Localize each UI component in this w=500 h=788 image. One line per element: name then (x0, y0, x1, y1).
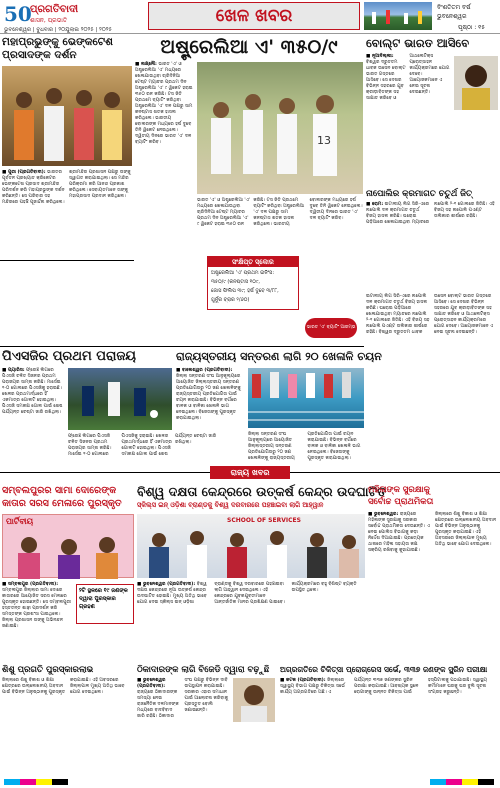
story-dateline: ■ ପୁରୀ (ପ୍ରଗତିବାଦୀ): (2, 170, 46, 175)
stadium-photo-icon (364, 2, 432, 30)
story-venkatesh (2, 36, 132, 258)
headline: ଶିଶୁ ପ୍ରଗତି ପୁରସ୍କାରଲାଭ (2, 665, 94, 675)
portrait-photo (233, 678, 275, 722)
story-bolt (366, 36, 498, 186)
headline: ଅଷ୍ଟ୍ରେଲିଆ ଏ' ୩୫୦/୯ (160, 36, 338, 58)
headline-line2: ସର୍ବୋଚ୍ଚ ପ୍ରାଥମିକତା (368, 497, 434, 507)
story-text: ସମ୍ବଲପୁର ଜିଲ୍ଲାର ସାମା ଦୋରେ କାତାରରେ ଆୟୋଜିତ ସରସ ମେଳାରେ ପୁରସ୍କୃତ ହୋଇଛନ୍ତି। ସେ ସମ୍ବଲପୁରୀ ହସ୍ତତନ୍ତ ଶାଢ଼ୀ ପ୍ରଦର୍ଶନ କରି ସମସ୍ତଙ୍କ ପ୍ରଶଂସା ପାଇଥିଲେ। ଜିଲ୍ଲା ପ୍ରଶାସନ ତାଙ୍କୁ ଅଭିନନ୍ଦନ ଜଣାଇଛି। (2, 588, 72, 629)
story-dateline: ■ ପ୍ୟାରିସ: (2, 368, 25, 373)
scoreboard-line: ୩୫୦/୯ (କନଷ୍ଟାସ ୧୦୯, (211, 279, 260, 285)
black-swatch (478, 779, 494, 785)
cyan-swatch (430, 779, 446, 785)
story-body (176, 368, 244, 462)
subhead: ସ୍କିଲ୍ସ ଇନ୍ ଓଡ଼ିଶା ବ୍ରାଣ୍ଡକୁ ବିଶ୍ୱ ଦରବାରରେ ପହଞ୍ଚାଇବା ଲାଗି ଆହ୍ୱାନ (137, 501, 324, 509)
edition-city: ଭୁବନେଶ୍ୱର (437, 13, 467, 20)
story-text: ରାଜ୍ୟରେ ମହିଳାଙ୍କ ସୁରକ୍ଷାକୁ ସରକାର ସର୍ବୋଚ୍ଚ ପ୍ରାଥମିକତା ଦେଉଛନ୍ତି। ଏ ନେଇ ପୋଲିସ ବିଭାଗକୁ କଡ଼ା ନିର୍ଦ୍ଦେଶ ଦିଆଯାଇଛି। ପ୍ରତ୍ୟେକ ଥାନାରେ ମହିଳା ସହାୟତା କକ୍ଷ ସକ୍ରିୟ ରଖିବାକୁ କୁହାଯାଇଛି। (368, 512, 430, 553)
edition-year: ବିଂଶତିତମ ବର୍ଷ (437, 4, 471, 11)
story-health (280, 664, 498, 776)
scoreboard-line: ଅଷ୍ଟ୍ରେଲିଆ 'ଏ' ପ୍ରଥମ ଇନିଂସ: (211, 270, 274, 276)
story-text: ଭାରତର ପୂର୍ବତନ ପ୍ରଖ୍ୟାତ କ୍ରିକେଟର ଭେଙ୍କଟେଶ ପ୍ରସାଦ ଶ୍ରୀମନ୍ଦିର ପରିଦର୍ଶନ କରି ମହାପ୍ରଭୁଙ୍କ ଦର୍ଶନ କରିଛନ୍ତି। ସେ ପରିବାର ସହ ମନ୍ଦିରରେ ପହଞ୍ଚି ପୂଜାର୍ଚ୍ଚନା କରିଥିଲେ। ଶ୍ରୀମନ୍ଦିର ପ୍ରଶାସନ ପକ୍ଷରୁ ତାଙ୍କୁ ସ୍ୱାଗତ କରାଯାଇଥିଲା। ସେ ମନ୍ଦିର ପରିକ୍ରମା କରି ଆନନ୍ଦ ପ୍ରକାଶ କରିଥିଲେ। ସେବାୟତମାନେ ତାଙ୍କୁ ମହାପ୍ରସାଦ ପ୍ରଦାନ କରିଥିଲେ। (2, 170, 131, 205)
story-dateline: ■ ନୂଆଦିଲ୍ଲୀ: (366, 54, 394, 59)
masthead (0, 0, 500, 34)
headline: ବିଶ୍ୱ ଦକ୍ଷତା କେନ୍ଦ୍ରରେ ଉତ୍କର୍ଷ କେନ୍ଦ୍ର ଉଦଘାଟିତ (137, 484, 387, 499)
india-badge (305, 318, 357, 338)
section-title: ଖେଳ ଖବର (148, 2, 360, 30)
scoreboard (207, 256, 299, 310)
story-women-safety (368, 484, 498, 662)
magenta-swatch (446, 779, 462, 785)
headline: ପିଏସଜିର ପ୍ରଥମ ପରାଜୟ (2, 349, 137, 364)
poster-title: ପାର୍ଟିବୀୟ (6, 517, 34, 526)
headline: ନାପୋଲିର କ୍ରମାଗତ ଚତୁର୍ଥ ଜିତ୍ (366, 189, 473, 199)
masthead-dateline: ଭୁବନେଶ୍ୱର | ବୁଧବାର | ୨୦ଯୁଲାଇ ୨୦୨୫ | ୨୦୨୫ (4, 27, 112, 33)
headline-line2: ପ୍ରସାଦଙ୍କ ଦର୍ଶନ (2, 49, 77, 61)
story-photo (248, 368, 364, 428)
story-body (137, 582, 365, 660)
masthead-photo (364, 2, 432, 30)
headline: ମହାପ୍ରଭୁଙ୍କୁ ଭେଙ୍କଟେଶ (2, 36, 113, 48)
section-strip: ରାଜ୍ୟ ଖବର (210, 466, 290, 479)
headline: ବୋଲ୍ଟ ଭାରତ ଆସିବେ (366, 36, 470, 50)
divider (0, 346, 364, 347)
story-text: ଜିଲ୍ଲାରେ ସ୍ୱାସ୍ଥ୍ୟ ବିଭାଗ ପକ୍ଷରୁ ଚିକିତ୍ସା ସର୍ଭେ କାର୍ଯ୍ୟ ଅଗ୍ରଗତିରେ ଅଛି। ଏ ପର୍ଯ୍ୟନ୍ତ ୩୩୭ ଜଣଙ୍କର ସ୍କ୍ରିନ ପରୀକ୍ଷା କରାଯାଇଛି। ଆବଶ୍ୟକ ସ୍ଥଳେ ରୋଗୀଙ୍କୁ ଉନ୍ନତ ଚିକିତ୍ସା ପାଇଁ ହସ୍ପିଟାଲକୁ ପଠାଯାଉଛି। ସ୍ୱାସ୍ଥ୍ୟ କର୍ମୀମାନେ ଘରକୁ ଘର ବୁଲି ସୂଚନା ସଂଗ୍ରହ କରୁଛନ୍ତି। (280, 678, 487, 695)
story-swimming (176, 348, 382, 464)
story-photo (68, 368, 172, 430)
story-text: ଭାରତ 'ଏ' ଓ ଅଷ୍ଟ୍ରେଲିଆ 'ଏ' ମଧ୍ୟରେ ଖେଳାଯାଉଥିବା ଚାରିଦିନିଆ ଟେଷ୍ଟ ମ୍ୟାଚର ପ୍ରଥମ ଦିନ ଅଷ୍ଟ୍ରେଲିଆ 'ଏ' ୯ ୱିକେଟ ହରାଇ ୩୫୦ ରନ କରିଛି। ଟସ ଜିତି ପ୍ରଥମେ ବ୍ୟାଟିଂ କରିଥିବା ଅଷ୍ଟ୍ରେଲିଆ 'ଏ' ଦଳ ପକ୍ଷରୁ ସାମ କନଷ୍ଟାସ ଶତକ ହାସଲ କରିଥିଲେ। ଭାରତୀୟ ବୋଲରଙ୍କ ମଧ୍ୟରେ ହର୍ଷ ଦୁବେ ତିନି ୱିକେଟ ନେଇଥିଲେ। ଦ୍ୱିତୀୟ ଦିନରେ ଭାରତ 'ଏ' ଦଳ ବ୍ୟାଟିଂ କରିବ। (135, 62, 193, 145)
story-dateline: ■ ବାଲେଶ୍ୱର (ପ୍ରଗତିବାଦୀ): (176, 368, 233, 373)
story-body (366, 294, 498, 462)
right-column-continuation (366, 294, 498, 464)
story-text: ବିଶ୍ୱ ଦକ୍ଷତା କେନ୍ଦ୍ରରେ ନୂଆ ଉତ୍କର୍ଷ କେନ୍ଦ୍ର ଉଦଘାଟିତ ହୋଇଛି। ମୁଖ୍ୟ ଅତିଥି ଭାବେ ଯୋଗ ଦେଇ ସ୍କିଲ୍ସ ଇନ୍ ଓଡ଼ିଶା ବ୍ରାଣ୍ଡକୁ ବିଶ୍ୱ ଦରବାରରେ ପହଞ୍ଚାଇବା ଲାଗି ଆହ୍ୱାନ ଦେଇଥିଲେ। ଏହି କେନ୍ଦ୍ରରେ ଯୁବକଯୁବତୀମାନେ ଆନ୍ତର୍ଜାତିକ ମାନର ପ୍ରଶିକ୍ଷଣ ପାଇବେ। କାର୍ଯ୍ୟକ୍ରମରେ ବହୁ ବିଶିଷ୍ଟ ବ୍ୟକ୍ତି ଉପସ୍ଥିତ ଥିଲେ। (137, 582, 357, 605)
scoreboard-line: ଜୋସ ଫିଲିପ ୩୯; ହର୍ଷ ଦୁବେ ୩/୮୮, (211, 288, 279, 294)
story-body (2, 170, 132, 256)
story-text: ଇଟାଲୀୟ ଲିଗ ସିରି-ଏରେ ନାପୋଲି ଦଳ କ୍ରମାଗତ ଚତୁର୍ଥ ବିଜୟ ହାସଲ କରିଛି। ଘରୋଇ ପଡ଼ିଆରେ ଖେଳାଯାଇଥିବା ମ୍ୟାଚରେ ନାପୋଲି ୨-୧ ଗୋଲରେ ଜିତିଛି। ଏହି ବିଜୟ ସହ ନାପୋଲି ପଏଣ୍ଟ ତାଲିକାର ଶୀର୍ଷରେ ରହିଛି। (366, 294, 430, 335)
headline: ଅଗ୍ରଗତିରେ ଚିକିତ୍ସା ପ୍ରୋଗ୍ରେସ ସର୍ଭେ, ୩୩୭ ଜଣଙ୍କ ସ୍କ୍ରିନ ପରୀକ୍ଷା (280, 665, 488, 674)
black-swatch (52, 779, 68, 785)
story-text: ଫ୍ରେଞ୍ଚ ଲିଗରେ ପିଏସଜି ଚଳିତ ସିଜନର ପ୍ରଥମ ପରାଜୟର ସାମ୍ନା କରିଛି। ମାର୍ସେଇ ୧-୦ ଗୋଲରେ ପିଏସଜିକୁ ହରାଇଛି। ଖେଳର ପ୍ରଥମାର୍ଦ୍ଧରେ ହିଁ ଏକମାତ୍ର ଗୋଲଟି ହୋଇଥିଲା। ପିଏସଜି ସମକକ୍ଷ ଗୋଲ ପାଇଁ ଶେଷ ପର୍ଯ୍ୟନ୍ତ ଚେଷ୍ଟା ଜାରି ରଖିଥିଲା। (68, 434, 217, 457)
story-photo (197, 62, 363, 194)
story-text: ଜିଲ୍ଲାରେ ଶିଶୁ ବିକାଶ ଓ ଶିକ୍ଷା କ୍ଷେତ୍ରରେ ଉଲ୍ଲେଖନୀୟ ଅବଦାନ ପାଇଁ ବିଭିନ୍ନ ଅନୁଷ୍ଠାନକୁ ପୁରସ୍କୃତ କରାଯାଇଛି। ଏହି ଅବସରରେ ଜିଲ୍ଲାପାଳ ମୁଖ୍ୟ ଅତିଥି ଭାବେ ଯୋଗ ଦେଇଥିଲେ। (2, 678, 125, 695)
story-text: ଜିଲ୍ଲାରେ ଶିଶୁ ବିକାଶ ଓ ଶିକ୍ଷା କ୍ଷେତ୍ରରେ ଉଲ୍ଲେଖନୀୟ ଅବଦାନ ପାଇଁ ବିଭିନ୍ନ ଅନୁଷ୍ଠାନକୁ ପୁରସ୍କୃତ କରାଯାଇଛି। ଏହି ଅବସରରେ ଜିଲ୍ଲାପାଳ ମୁଖ୍ୟ ଅତିଥି ଭାବେ ଯୋଗ ଦେଇଥିଲେ। (435, 512, 497, 547)
page-number: ପୃଷ୍ଠା : ୧୫ (458, 24, 485, 31)
story-body (2, 582, 72, 660)
story-text: ଭାରତ 'ଏ' ଓ ଅଷ୍ଟ୍ରେଲିଆ 'ଏ' ମଧ୍ୟରେ ଖେଳାଯାଉଥିବା ଚାରିଦିନିଆ ଟେଷ୍ଟ ମ୍ୟାଚର ପ୍ରଥମ ଦିନ ଅଷ୍ଟ୍ରେଲିଆ 'ଏ' ୯ ୱିକେଟ ହରାଇ ୩୫୦ ରନ କରିଛି। ଟସ ଜିତି ପ୍ରଥମେ ବ୍ୟାଟିଂ କରିଥିବା ଅଷ୍ଟ୍ରେଲିଆ 'ଏ' ଦଳ ପକ୍ଷରୁ ସାମ କନଷ୍ଟାସ ଶତକ ହାସଲ କରିଥିଲେ। ଭାରତୀୟ ବୋଲରଙ୍କ ମଧ୍ୟରେ ହର୍ଷ ଦୁବେ ତିନି ୱିକେଟ ନେଇଥିଲେ। ଦ୍ୱିତୀୟ ଦିନରେ ଭାରତ 'ଏ' ଦଳ ବ୍ୟାଟିଂ କରିବ। (197, 198, 363, 227)
story-body-lower (68, 434, 217, 462)
story-photo (137, 514, 365, 578)
story-text: ଇଟାଲୀୟ ଲିଗ ସିରି-ଏରେ ନାପୋଲି ଦଳ କ୍ରମାଗତ ଚତୁର୍ଥ ବିଜୟ ହାସଲ କରିଛି। ଘରୋଇ ପଡ଼ିଆରେ ଖେଳାଯାଇଥିବା ମ୍ୟାଚରେ ନାପୋଲି ୨-୧ ଗୋଲରେ ଜିତିଛି। ଏହି ବିଜୟ ସହ ନାପୋଲି ପଏଣ୍ଟ ତାଲିକାର ଶୀର୍ଷରେ ରହିଛି। (366, 202, 495, 225)
badge-text: ଭାରତ 'ଏ' ବ୍ୟାଟିଂ ଆରମ୍ଭ (306, 325, 356, 331)
story-napoli (366, 188, 498, 292)
photo-sign: SCHOOL OF SERVICES (227, 517, 301, 524)
cyan-swatch (4, 779, 20, 785)
story-body (137, 678, 229, 774)
yellow-swatch (462, 779, 478, 785)
story-dateline: ■ ଲକ୍ଷ୍ନୌ: (135, 62, 157, 67)
story-text: ବିଶ୍ୱର ଦ୍ରୁତତମ ଧାବକ ଉସେନ ବୋଲ୍ଟ ଭାରତ ଗସ୍ତରେ ଆସିବେ। ସେ ଦେଶର ବିଭିନ୍ନ ସହରରେ ଯୁବ କ୍ରୀଡ଼ାବିତଙ୍କ ସହ ସାକ୍ଷାତ କରିବେ ଓ ଆଥଲେଟିକ୍ସ ପ୍ରୋତ୍ସାହନ କାର୍ଯ୍ୟକ୍ରମରେ ଯୋଗ ଦେବେ। ଆୟୋଜକମାନେ ଏ ନେଇ ସୂଚନା ଦେଇଛନ୍ତି। (366, 54, 450, 101)
magenta-swatch (20, 779, 36, 785)
divider (0, 260, 134, 261)
story-body (135, 62, 193, 256)
story-text: ବିଶ୍ୱର ଦ୍ରୁତତମ ଧାବକ ଉସେନ ବୋଲ୍ଟ ଭାରତ ଗସ୍ତରେ ଆସିବେ। ସେ ଦେଶର ବିଭିନ୍ନ ସହରରେ ଯୁବ କ୍ରୀଡ଼ାବିତଙ୍କ ସହ ସାକ୍ଷାତ କରିବେ ଓ ଆଥଲେଟିକ୍ସ ପ୍ରୋତ୍ସାହନ କାର୍ଯ୍ୟକ୍ରମରେ ଯୋଗ ଦେବେ। ଆୟୋଜକମାନେ ଏ ନେଇ ସୂଚନା ଦେଇଛନ୍ତି। (378, 294, 494, 335)
scoreboard-line: ଗୁର୍ନୁର ବ୍ରାର ୨/୬୦) (211, 297, 250, 303)
story-body (280, 678, 498, 774)
callout-text: ୨ଟି ସ୍ଥଳରେ ୧୯ ଜଣଙ୍କ ଦ୍ୱାରା ପୁରସ୍କାର ଗ୍ରହଣ (79, 588, 128, 610)
headline: ରାଜ୍ୟସ୍ତରୀୟ ସନ୍ତରଣ ଲାଗି ୨୦ ଖେଳାଳି ଚୟନ (176, 350, 382, 363)
scoreboard-title: ସଂକ୍ଷିପ୍ତ ସ୍କୋର (208, 257, 298, 267)
story-sambalpur (2, 484, 134, 662)
story-body (2, 678, 134, 774)
paper-tagline: ଶାସନ, ପ୍ରଭାତି (30, 17, 68, 24)
story-skill-center (137, 484, 387, 662)
story-dateline: ■ ଭୁବନେଶ୍ୱର (ପ୍ରଗତିବାଦୀ): (137, 678, 166, 689)
story-body-lower (248, 432, 364, 462)
story-body (368, 512, 498, 660)
paper-name: ପ୍ରଗତିବାଦୀ (30, 4, 79, 15)
story-text: ଜିଲ୍ଲା ସନ୍ତରଣ ସଂଘ ଆନୁକୂଲ୍ୟରେ ଆୟୋଜିତ ଜିଲ୍ଲାସ୍ତରୀୟ ସନ୍ତରଣ ପ୍ରତିଯୋଗିତାରୁ ୨୦ ଜଣ ଖେଳାଳିଙ୍କୁ ରାଜ୍ୟସ୍ତରୀୟ ପ୍ରତିଯୋଗିତା ପାଇଁ ଚୟନ କରାଯାଇଛି। ବିଭିନ୍ନ ବର୍ଗରେ ବାଳକ ଓ ବାଳିକା ଖେଳାଳି ଭାଗ ନେଇଥିଲେ। ବିଜେତାଙ୍କୁ ପୁରସ୍କୃତ କରାଯାଇଥିଲା। (248, 432, 361, 461)
poster-photo (2, 514, 134, 578)
story-dateline: ■ କଟକ (ପ୍ରଗତିବାଦୀ): (280, 678, 326, 683)
story-text: ରାଜ୍ୟରେ ଠିକାଦାରଙ୍କ ସମସ୍ୟା ନେଇ ରାଜନୈତିକ ଦଳମାନଙ୍କ ମଧ୍ୟରେ ବାଦବିବାଦ ଜାରି ରହିଛି। ଠିକାଦାର ସଂଘ ପକ୍ଷରୁ ବିଭିନ୍ନ ଦାବି ଉପସ୍ଥାପନ କରାଯାଇଛି। ସରକାର ଏହାର ସମାଧାନ ପାଇଁ ଆଲୋଚନା କରିବାକୁ ପ୍ରସ୍ତୁତ ବୋଲି ଜଣାଇଛନ୍ତି। (137, 678, 228, 719)
story-dateline: ■ ଭୁବନେଶ୍ୱର: (368, 512, 399, 517)
story-text: ଜିଲ୍ଲା ସନ୍ତରଣ ସଂଘ ଆନୁକୂଲ୍ୟରେ ଆୟୋଜିତ ଜିଲ୍ଲାସ୍ତରୀୟ ସନ୍ତରଣ ପ୍ରତିଯୋଗିତାରୁ ୨୦ ଜଣ ଖେଳାଳିଙ୍କୁ ରାଜ୍ୟସ୍ତରୀୟ ପ୍ରତିଯୋଗିତା ପାଇଁ ଚୟନ କରାଯାଇଛି। ବିଭିନ୍ନ ବର୍ଗରେ ବାଳକ ଓ ବାଳିକା ଖେଳାଳି ଭାଗ ନେଇଥିଲେ। ବିଜେତାଙ୍କୁ ପୁରସ୍କୃତ କରାଯାଇଥିଲା। (176, 374, 241, 421)
story-text: ଫ୍ରେଞ୍ଚ ଲିଗରେ ପିଏସଜି ଚଳିତ ସିଜନର ପ୍ରଥମ ପରାଜୟର ସାମ୍ନା କରିଛି। ମାର୍ସେଇ ୧-୦ ଗୋଲରେ ପିଏସଜିକୁ ହରାଇଛି। ଖେଳର ପ୍ରଥମାର୍ଦ୍ଧରେ ହିଁ ଏକମାତ୍ର ଗୋଲଟି ହୋଇଥିଲା। ପିଏସଜି ସମକକ୍ଷ ଗୋଲ ପାଇଁ ଶେଷ ପର୍ଯ୍ୟନ୍ତ ଚେଷ୍ଟା ଜାରି ରଖିଥିଲା। (2, 368, 63, 415)
story-teeka (137, 664, 277, 776)
story-tourism (2, 664, 134, 776)
story-body-lower (197, 198, 363, 256)
svg-text:13: 13 (317, 134, 331, 147)
headline: ମହିଳାଙ୍କ ସୁରକ୍ଷାକୁ (368, 485, 430, 495)
story-australia (135, 36, 363, 258)
story-body (366, 202, 498, 290)
story-dateline: ■ ସମ୍ବଲପୁର (ପ୍ରଗତିବାଦୀ): (2, 582, 59, 587)
bolt-photo (454, 56, 498, 110)
headline: ଠିକାଦାରଙ୍କ ଲାଗି ବିଜେଡି ଦ୍ୱାରା ବଢ଼ୁଛି (137, 665, 270, 675)
story-dateline: ■ ରୋମ: (366, 202, 384, 207)
story-body (366, 54, 450, 182)
headline-line2: କାତାର ସରସ ମେଳାରେ ପୁରସ୍କୃତ (2, 498, 122, 509)
callout-box (76, 584, 134, 624)
headline: ସମ୍ବଲପୁରର ସାମା ଦୋରେଙ୍କ (2, 485, 117, 496)
logo-number: 50 (4, 2, 32, 26)
story-dateline: ■ ଭୁବନେଶ୍ୱର (ପ୍ରଗତିବାଦୀ): (137, 582, 196, 587)
story-body (2, 368, 66, 462)
story-photo (2, 66, 132, 166)
yellow-swatch (36, 779, 52, 785)
